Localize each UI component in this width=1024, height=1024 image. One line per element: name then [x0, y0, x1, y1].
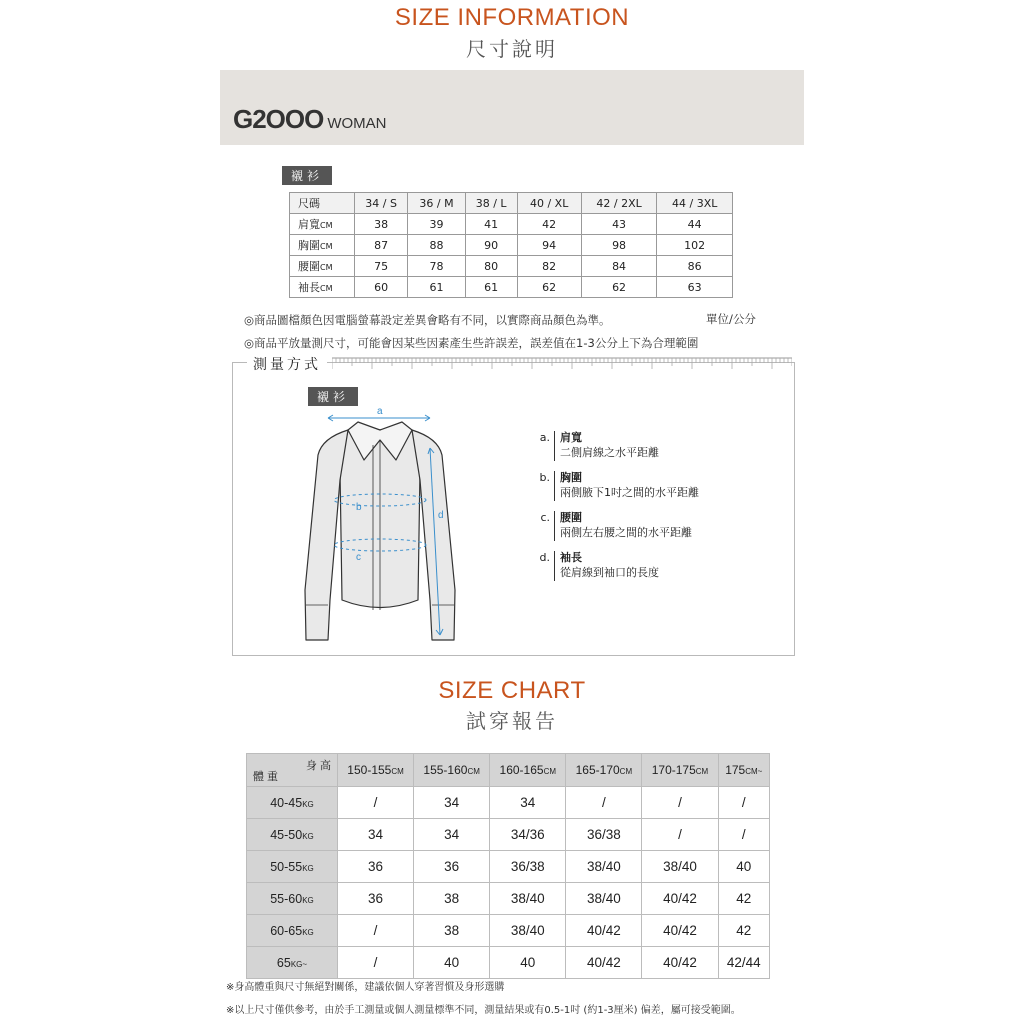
fit-cell: 38/40 [490, 883, 566, 915]
fit-table-row [247, 915, 770, 947]
note-measurement: ◎商品平放量測尺寸，可能會因某些因素產生些許誤差，誤差值在1-3公分上下為合理範圍 [244, 336, 699, 350]
size-cell: 75 [355, 256, 408, 277]
legend-letter: c. [540, 511, 550, 524]
size-information-subtitle: 尺寸說明 [466, 37, 558, 61]
fit-cell: 36 [338, 883, 414, 915]
diagram-letter-c: c [356, 552, 361, 563]
fit-table-row [247, 947, 770, 979]
fit-cell: 38/40 [566, 883, 642, 915]
fit-cell: / [338, 787, 414, 819]
size-col-header: 42 / 2XL [581, 193, 657, 214]
legend-desc: 兩側腋下1吋之間的水平距離 [560, 486, 699, 499]
fit-cell: / [642, 787, 718, 819]
fit-cell: 34 [414, 819, 490, 851]
fit-height-header: 170-175CM [642, 754, 718, 787]
fit-cell: / [718, 819, 769, 851]
legend-letter: d. [539, 551, 550, 564]
brand-logo [233, 104, 387, 135]
size-information-title: SIZE INFORMATION [394, 4, 630, 31]
fit-cell: 36/38 [490, 851, 566, 883]
size-row-label: 腰圍CM [290, 256, 355, 277]
fit-cell: 38/40 [566, 851, 642, 883]
fit-cell: 40/42 [566, 915, 642, 947]
fit-weight-label: 40-45KG [247, 787, 338, 819]
brand-logo-sub: WOMAN [327, 115, 387, 132]
diagram-letter-a: a [377, 406, 383, 417]
diagram-letter-d: d [438, 510, 444, 521]
fit-cell: 36 [338, 851, 414, 883]
legend-item [538, 430, 758, 464]
legend-desc: 兩側左右腰之間的水平距離 [560, 526, 692, 539]
fit-height-header: 155-160CM [414, 754, 490, 787]
fit-cell: 38/40 [490, 915, 566, 947]
fit-cell: 42/44 [718, 947, 769, 979]
size-table-row [290, 256, 733, 277]
fit-table-row [247, 883, 770, 915]
legend-text [560, 470, 699, 500]
fit-height-header: 150-155CM [338, 754, 414, 787]
size-cell: 39 [408, 214, 465, 235]
size-cell: 84 [581, 256, 657, 277]
measurement-label: 測量方式 [247, 354, 327, 374]
size-table-row [290, 214, 733, 235]
fit-cell: 34 [490, 787, 566, 819]
size-cell: 43 [581, 214, 657, 235]
size-row-label: 肩寬CM [290, 214, 355, 235]
fit-cell: 34 [414, 787, 490, 819]
size-cell: 90 [465, 235, 517, 256]
fit-cell: 34 [338, 819, 414, 851]
corner-height-label: 身 高 [305, 760, 331, 772]
fit-table-header [247, 754, 770, 787]
size-cell: 38 [355, 214, 408, 235]
fit-cell: 40/42 [642, 947, 718, 979]
fit-cell: / [718, 787, 769, 819]
legend-letter: b. [539, 471, 550, 484]
fit-table-row [247, 787, 770, 819]
size-cell: 102 [657, 235, 733, 256]
fit-cell: 40/42 [642, 915, 718, 947]
legend-divider [554, 551, 555, 581]
fit-cell: 38 [414, 915, 490, 947]
size-col-header: 38 / L [465, 193, 517, 214]
fit-cell: 36 [414, 851, 490, 883]
shirt-diagram [300, 400, 460, 645]
ruler-graphic [332, 357, 792, 371]
fit-cell: 40 [490, 947, 566, 979]
fit-height-header: 160-165CM [490, 754, 566, 787]
unit-note: 單位/公分 [706, 312, 756, 326]
legend-item [538, 510, 758, 544]
size-table [289, 192, 733, 298]
legend-divider [554, 511, 555, 541]
size-cell: 87 [355, 235, 408, 256]
size-cell: 94 [517, 235, 581, 256]
fit-weight-label: 60-65KG [247, 915, 338, 947]
size-row-label: 胸圍CM [290, 235, 355, 256]
diagram-letter-b: b [356, 502, 362, 513]
size-row-label: 袖長CM [290, 277, 355, 298]
note-color: ◎商品圖檔顏色因電腦螢幕設定差異會略有不同，以實際商品顏色為準。 [244, 313, 611, 327]
fit-weight-label: 65KG~ [247, 947, 338, 979]
brand-logo-mark: G2OOO [233, 104, 324, 134]
legend-title: 袖長 [560, 551, 582, 564]
fit-cell: 40 [414, 947, 490, 979]
legend-item [538, 470, 758, 504]
fit-cell: 38/40 [642, 851, 718, 883]
size-col-header: 40 / XL [517, 193, 581, 214]
legend-desc: 從肩線到袖口的長度 [560, 566, 659, 579]
legend-desc: 二側肩線之水平距離 [560, 446, 659, 459]
size-cell: 82 [517, 256, 581, 277]
shirt-tag: 襯衫 [282, 166, 332, 185]
fit-weight-label: 45-50KG [247, 819, 338, 851]
legend-divider [554, 471, 555, 501]
size-chart-subtitle: 試穿報告 [466, 709, 558, 733]
size-cell: 60 [355, 277, 408, 298]
fit-cell: 42 [718, 883, 769, 915]
size-col-header: 34 / S [355, 193, 408, 214]
legend-title: 胸圍 [560, 471, 582, 484]
corner-weight-label: 體 重 [253, 771, 279, 783]
fit-cell: / [642, 819, 718, 851]
size-table-row [290, 277, 733, 298]
size-cell: 42 [517, 214, 581, 235]
legend-text [560, 430, 659, 460]
size-cell: 78 [408, 256, 465, 277]
size-cell: 44 [657, 214, 733, 235]
fit-cell: 38 [414, 883, 490, 915]
fit-table-row [247, 819, 770, 851]
measure-shirt-tag: 襯衫 [308, 387, 358, 406]
size-cell: 80 [465, 256, 517, 277]
fit-cell: / [566, 787, 642, 819]
size-table-header [290, 193, 733, 214]
fit-cell: 40/42 [642, 883, 718, 915]
size-col-header: 44 / 3XL [657, 193, 733, 214]
fit-cell: 40/42 [566, 947, 642, 979]
legend-letter: a. [539, 431, 550, 444]
fit-height-header: 165-170CM [566, 754, 642, 787]
size-cell: 98 [581, 235, 657, 256]
measurement-legend [538, 430, 758, 590]
fit-cell: 34/36 [490, 819, 566, 851]
legend-divider [554, 431, 555, 461]
footnote-2: ※以上尺寸僅供參考，由於手工測量或個人測量標準不同，測量結果或有0.5-1吋 (約1-3厘米) 偏差，屬可接受範圍。 [226, 1005, 741, 1016]
fit-table-corner [247, 754, 338, 787]
fit-cell: 42 [718, 915, 769, 947]
legend-title: 肩寬 [560, 431, 582, 444]
size-cell: 62 [517, 277, 581, 298]
size-cell: 86 [657, 256, 733, 277]
size-col-header: 36 / M [408, 193, 465, 214]
size-cell: 61 [408, 277, 465, 298]
fit-weight-label: 50-55KG [247, 851, 338, 883]
fit-weight-label: 55-60KG [247, 883, 338, 915]
legend-text [560, 550, 659, 580]
fit-cell: / [338, 947, 414, 979]
fit-height-header: 175CM~ [718, 754, 769, 787]
fit-table-row [247, 851, 770, 883]
size-chart-title: SIZE CHART [438, 677, 586, 704]
size-table-row [290, 235, 733, 256]
fit-cell: 36/38 [566, 819, 642, 851]
fit-report-table [246, 753, 770, 979]
size-cell: 61 [465, 277, 517, 298]
footnote-1: ※身高體重與尺寸無絕對關係，建議依個人穿著習慣及身形選購 [226, 982, 505, 993]
legend-text [560, 510, 692, 540]
legend-title: 腰圍 [560, 511, 582, 524]
size-cell: 62 [581, 277, 657, 298]
size-cell: 88 [408, 235, 465, 256]
size-cell: 63 [657, 277, 733, 298]
fit-cell: / [338, 915, 414, 947]
legend-item [538, 550, 758, 584]
size-col-header: 尺碼 [290, 193, 355, 214]
size-cell: 41 [465, 214, 517, 235]
fit-cell: 40 [718, 851, 769, 883]
